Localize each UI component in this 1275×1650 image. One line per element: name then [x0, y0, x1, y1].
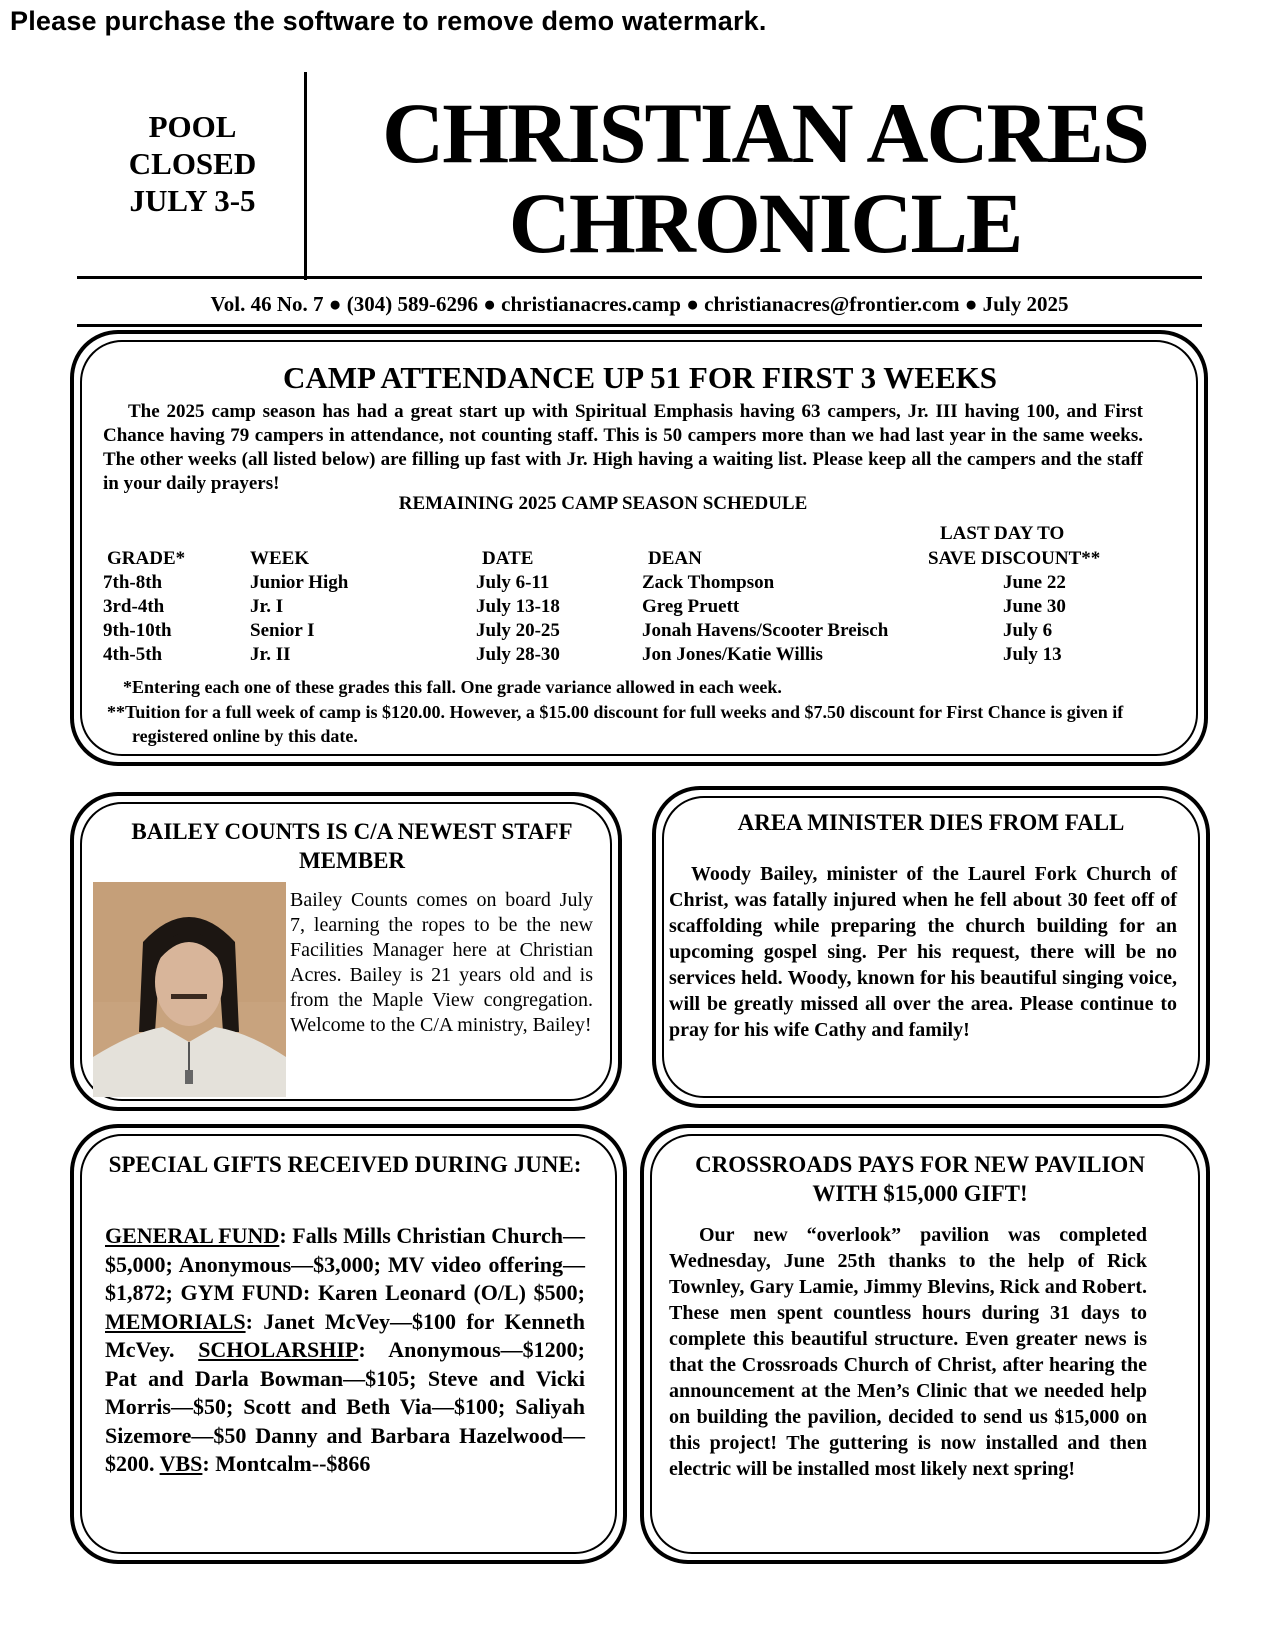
cell-discount-date: June 30	[1003, 596, 1066, 617]
cell-week: Senior I	[250, 620, 315, 641]
masthead-line-2: CHRONICLE	[508, 175, 1022, 271]
bailey-text: Bailey Counts comes on board July 7, learning the ropes to be the new Facilities Manager here at Christian Acres. Bailey is 21 years old and is from the Maple View congregation. Welcome to the C/A ministry, Bailey!	[290, 889, 593, 1036]
col-header-dean: DEAN	[648, 548, 702, 569]
cell-week: Jr. II	[250, 644, 291, 665]
schedule-table	[103, 546, 1128, 666]
bailey-photo	[93, 882, 286, 1097]
cell-week: Junior High	[250, 572, 349, 593]
footnote-grades: *Entering each one of these grades this fall. One grade variance allowed in each week.	[123, 677, 782, 697]
gifts-title: SPECIAL GIFTS RECEIVED DURING JUNE:	[108, 1152, 582, 1177]
col-header-grade: GRADE*	[107, 548, 186, 569]
col-header-discount: SAVE DISCOUNT**	[928, 548, 1101, 569]
vbs-text: : Montcalm--$866	[202, 1451, 371, 1476]
vbs-label: VBS	[159, 1451, 203, 1476]
cell-discount-date: July 13	[1003, 644, 1062, 665]
table-row	[103, 594, 1128, 618]
cell-date: July 20-25	[476, 620, 560, 641]
last-day-header: LAST DAY TO	[940, 523, 1065, 544]
attendance-intro: The 2025 camp season has had a great start up with Spiritual Emphasis having 63 campers, Jr. III having 100, and First Chance having 79 campers in attendance, not counting staff. This is 50 campers more than we had last year in the same weeks. The other weeks (all listed below) are filling up fast with Jr. High having a waiting list. Please keep all the campers and the staff in your daily prayers!	[103, 401, 1143, 494]
cell-date: July 13-18	[476, 596, 560, 617]
masthead-line-1: CHRISTIAN ACRES	[382, 85, 1148, 181]
pool-line: CLOSED	[128, 146, 257, 181]
general-fund-text: : Falls Mills Christian Church—$5,000; Anonymous—$3,000; MV video offering—$1,872; GYM FUND: Karen Leonard (O/L) $500;	[105, 1223, 585, 1305]
cell-grade: 4th-5th	[103, 644, 163, 665]
schedule-title: REMAINING 2025 CAMP SEASON SCHEDULE	[398, 493, 808, 514]
cell-grade: 9th-10th	[103, 620, 172, 641]
cell-date: July 6-11	[476, 572, 550, 593]
crossroads-title: CROSSROADS PAYS FOR NEW PAVILION WITH $15,000 GIFT!	[695, 1152, 1145, 1206]
newsletter-masthead	[315, 85, 1215, 271]
attendance-title: CAMP ATTENDANCE UP 51 FOR FIRST 3 WEEKS	[283, 360, 997, 395]
pool-line: POOL	[148, 109, 237, 144]
cell-grade: 3rd-4th	[103, 596, 165, 617]
header-rule-top	[77, 276, 1202, 279]
cell-dean: Jon Jones/Katie Willis	[642, 644, 823, 665]
demo-watermark: Please purchase the software to remove demo watermark.	[10, 6, 767, 36]
pool-line: JULY 3-5	[129, 183, 256, 218]
scholarship-label: SCHOLARSHIP	[198, 1337, 359, 1362]
cell-discount-date: June 22	[1003, 572, 1066, 593]
table-row	[103, 642, 1128, 666]
memorials-label: MEMORIALS	[105, 1308, 246, 1334]
table-row	[103, 618, 1128, 642]
masthead-divider	[304, 72, 307, 280]
general-fund-label: GENERAL FUND	[105, 1223, 280, 1248]
schedule-header-row	[103, 546, 1128, 570]
cell-dean: Greg Pruett	[642, 596, 740, 617]
issue-info-line: Vol. 46 No. 7 ● (304) 589-6296 ● christianacres.camp ● christianacres@frontier.com ● July 2025	[210, 292, 1069, 316]
cell-dean: Zack Thompson	[642, 572, 775, 593]
cell-week: Jr. I	[250, 596, 284, 617]
footnote-tuition: **Tuition for a full week of camp is $120.00. However, a $15.00 discount for full weeks and $7.50 discount for First Chance is given if registered online by this date.	[107, 702, 1124, 746]
cell-discount-date: July 6	[1003, 620, 1053, 641]
bailey-title: BAILEY COUNTS IS C/A NEWEST STAFF MEMBER	[131, 819, 573, 873]
minister-text: Woody Bailey, minister of the Laurel Fork Church of Christ, was fatally injured when he fell about 30 feet off of scaffolding while preparing the church building for an upcoming gospel sing. Per his request, there will be no services held. Woody, known for his beautiful singing voice, will be greatly missed all over the area. Please continue to pray for his wife Cathy and family!	[669, 863, 1177, 1041]
cell-date: July 28-30	[476, 644, 560, 665]
crossroads-text: Our new “overlook” pavilion was completed Wednesday, June 25th thanks to the help of Rick Townley, Gary Lamie, Jimmy Blevins, Rick and Robert. These men spent countless hours during 31 days to complete this beautiful structure. Even greater news is that the Crossroads Church of Christ, after hearing the announcement at the Men’s Clinic that we needed help on building the pavilion, decided to send us $15,000 on this project! The guttering is now installed and then electric will be installed most likely next spring!	[669, 1224, 1147, 1480]
col-header-week: WEEK	[250, 548, 310, 569]
scholarship-text: : Anonymous—$1200; Pat and Darla Bowman—$105; Steve and Vicki Morris—$50; Scott and Beth Via—$100; Saliyah Sizemore—$50 Danny and Barbara Hazelwood—$200.	[105, 1337, 585, 1476]
cell-grade: 7th-8th	[103, 572, 163, 593]
memorials-text: : Janet McVey—$100 for Kenneth McVey.	[105, 1308, 585, 1362]
cell-dean: Jonah Havens/Scooter Breisch	[642, 620, 889, 641]
pool-closed-notice	[95, 108, 290, 219]
table-row	[103, 570, 1128, 594]
gifts-text	[105, 1222, 585, 1479]
col-header-date: DATE	[482, 548, 534, 569]
header-rule-bottom	[77, 324, 1202, 327]
portrait-image	[93, 882, 286, 1097]
minister-title: AREA MINISTER DIES FROM FALL	[737, 810, 1125, 835]
